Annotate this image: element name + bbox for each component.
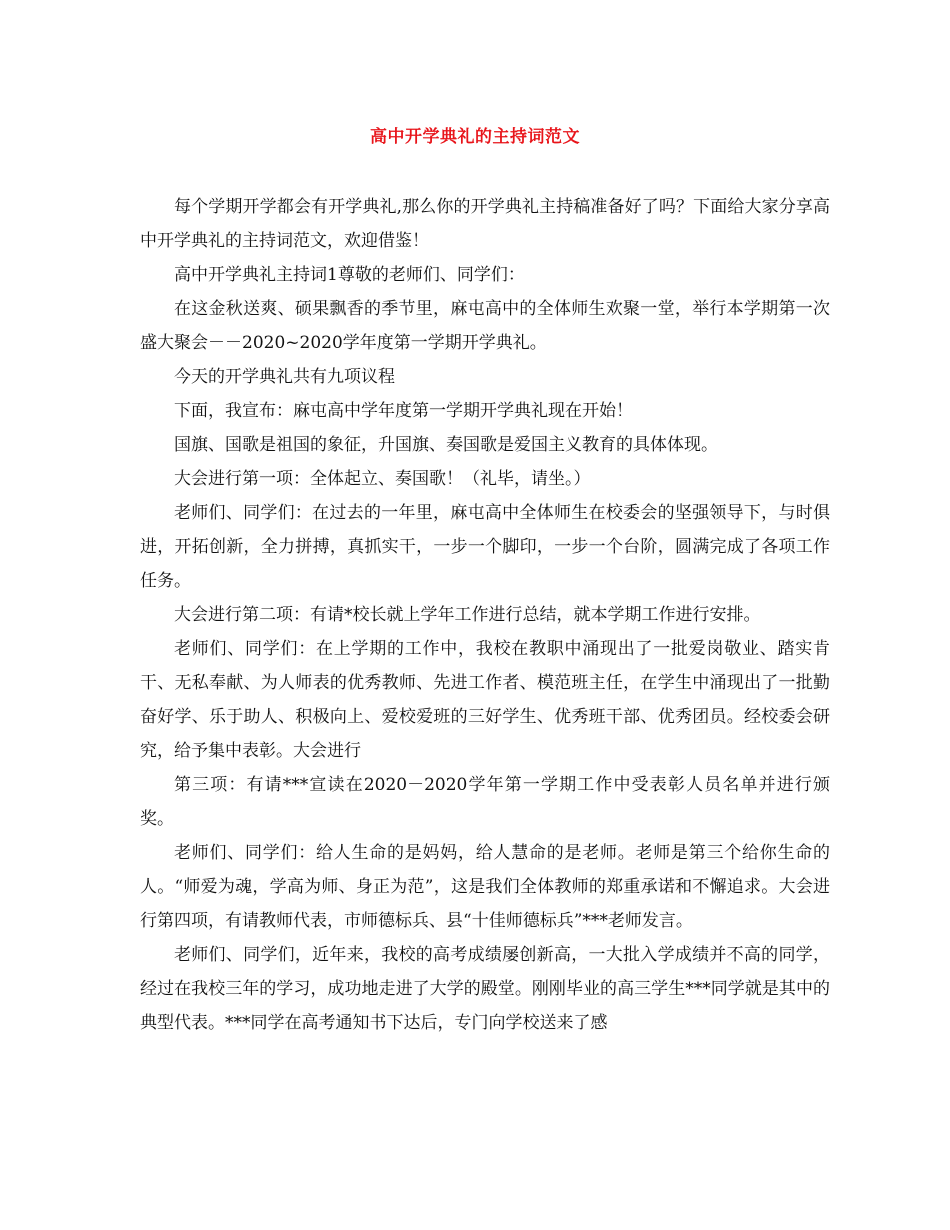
paragraph: 每个学期开学都会有开学典礼,那么你的开学典礼主持稿准备好了吗？下面给大家分享高中开学典礼的主持词范文，欢迎借鉴！: [140, 197, 830, 251]
paragraph: 下面，我宣布：麻屯高中学年度第一学期开学典礼现在开始！: [174, 401, 633, 421]
paragraph: 国旗、国歌是祖国的象征，升国旗、奏国歌是爱国主义教育的具体体现。: [174, 435, 718, 455]
paragraph: 在这金秋送爽、硕果飘香的季节里，麻屯高中的全体师生欢聚一堂，举行本学期第一次盛大聚会－－2020~2020学年度第一学期开学典礼。: [140, 299, 830, 353]
paragraph: 老师们、同学们：在上学期的工作中，我校在教职中涌现出了一批爱岗敬业、踏实肯干、无私奉献、为人师表的优秀教师、先进工作者、模范班主任，在学生中涌现出了一批勤奋好学、乐于助人、积极向上、爱校爱班的三好学生、优秀班干部、优秀团员。经校委会研究，给予集中表彰。大会进行: [140, 639, 830, 761]
document-title: 高中开学典礼的主持词范文: [370, 127, 580, 147]
paragraph: 大会进行第一项：全体起立、奏国歌！（礼毕，请坐。）: [174, 469, 591, 489]
paragraph: 老师们、同学们，近年来，我校的高考成绩屡创新高，一大批入学成绩并不高的同学，经过在我校三年的学习，成功地走进了大学的殿堂。刚刚毕业的高三学生***同学就是其中的典型代表。***同学在高考通知书下达后，专门向学校送来了感: [140, 945, 830, 1033]
document-body: [140, 190, 830, 1040]
paragraph: 第三项：有请***宣读在2020－2020学年第一学期工作中受表彰人员名单并进行颁奖。: [140, 775, 830, 829]
paragraph: 高中开学典礼主持词1尊敬的老师们、同学们：: [174, 265, 525, 285]
paragraph: 老师们、同学们：在过去的一年里，麻屯高中全体师生在校委会的坚强领导下，与时俱进，开拓创新，全力拼搏，真抓实干，一步一个脚印，一步一个台阶，圆满完成了各项工作任务。: [140, 503, 830, 591]
paragraph: 大会进行第二项：有请*校长就上学年工作进行总结，就本学期工作进行安排。: [174, 605, 761, 625]
paragraph: 今天的开学典礼共有九项议程: [174, 367, 395, 387]
paragraph: 老师们、同学们：给人生命的是妈妈，给人慧命的是老师。老师是第三个给你生命的人。“师爱为魂，学高为师、身正为范”，这是我们全体教师的郑重承诺和不懈追求。大会进行第四项，有请教师代表，市师德标兵、县“十佳师德标兵”***老师发言。: [140, 843, 830, 931]
